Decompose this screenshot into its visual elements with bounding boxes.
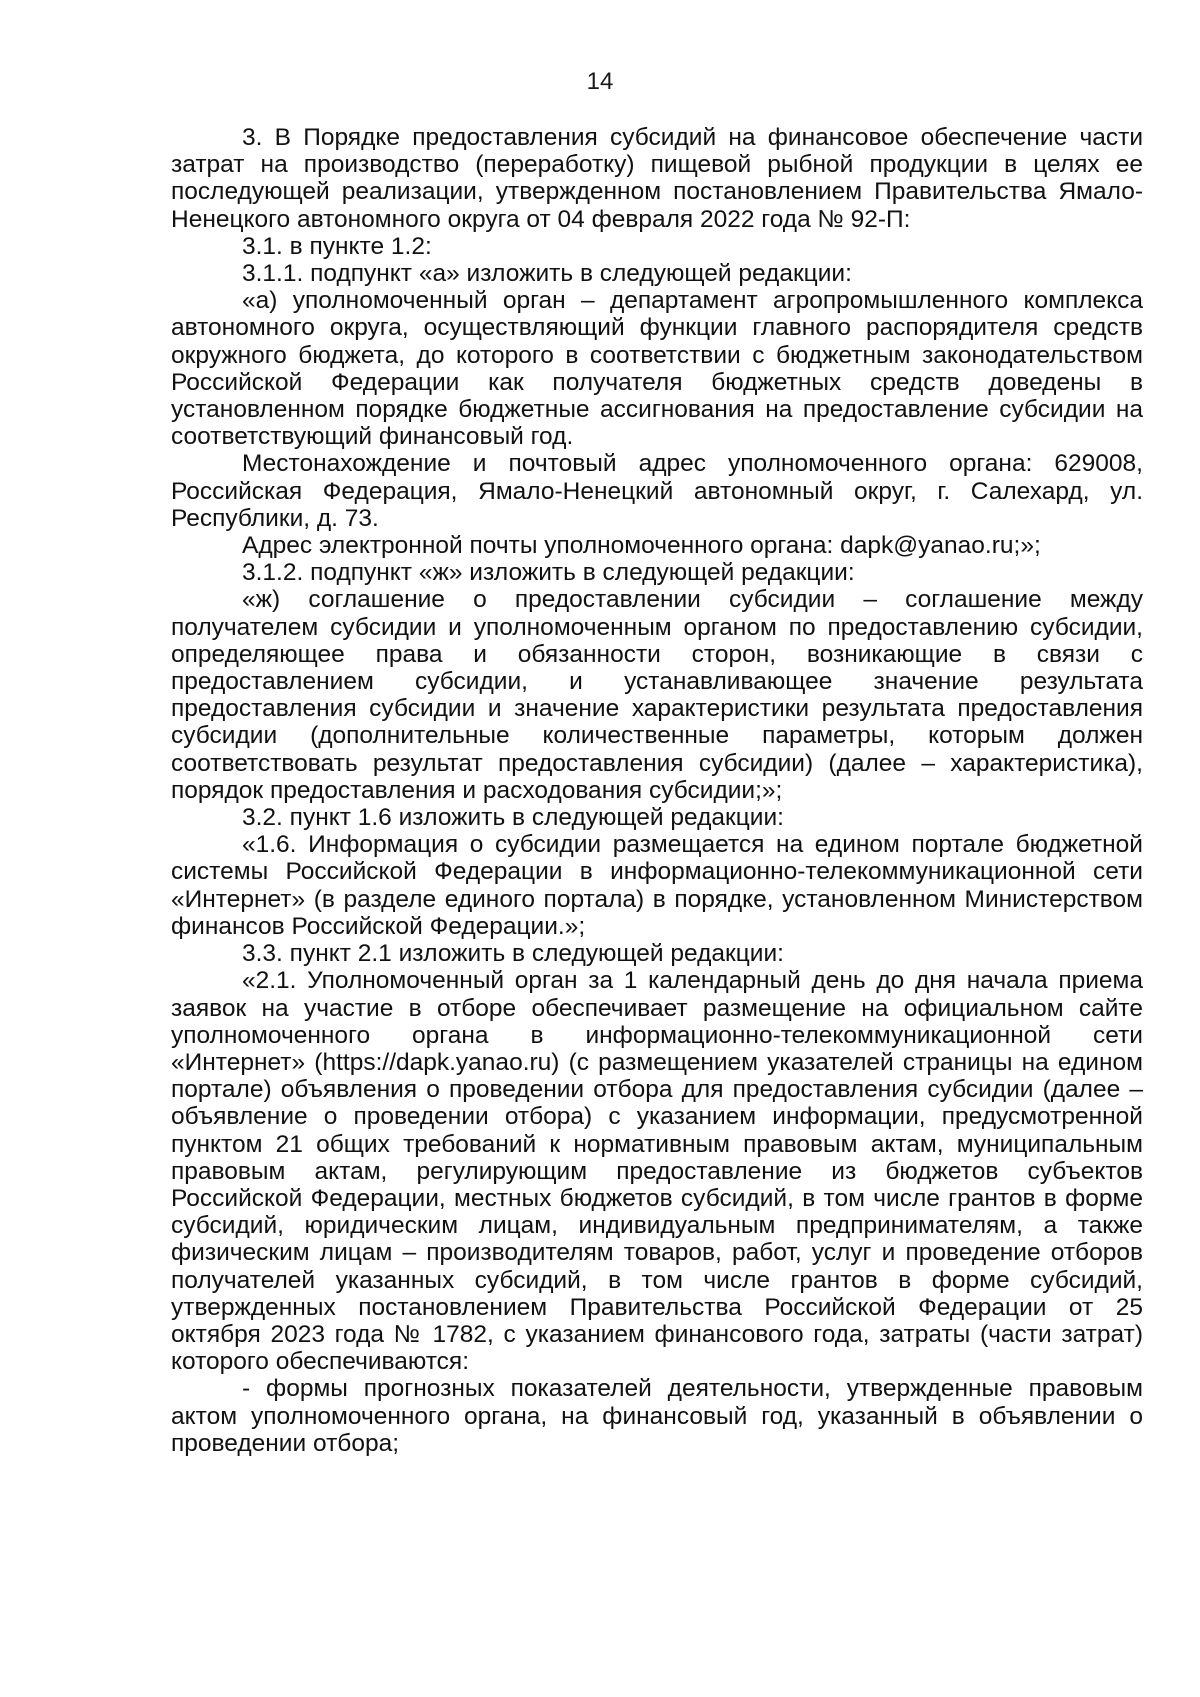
page-number: 14 xyxy=(586,68,614,95)
paragraph: 3.2. пункт 1.6 изложить в следующей редакции: xyxy=(242,804,784,832)
paragraph: 3.1.1. подпункт «а» изложить в следующей редакции: xyxy=(242,260,852,288)
paragraph: 3.3. пункт 2.1 изложить в следующей редакции: xyxy=(242,940,784,968)
paragraph: «1.6. Информация о субсидии размещается на едином портале бюджетной системы Российской Федерации в информационно-телекоммуникационной сети «Интернет» (в разделе единого портала) в порядке, установленном Министерством финансов Российской Федерации.»; xyxy=(171,831,1143,940)
paragraph: «2.1. Уполномоченный орган за 1 календарный день до дня начала приема заявок на участие в отборе обеспечивает размещение на официальном сайте уполномоченного органа в информационно-телекоммуникационной сети «Интернет» (https://dapk.yanao.ru) (с размещением указателей страницы на едином портале) объявления о проведении отбора для предоставления субсидии (далее – объявление о проведении отбора) с указанием информации, предусмотренной пунктом 21 общих требований к нормативным правовым актам, муниципальным правовым актам, регулирующим предоставление из бюджетов субъектов Российской Федерации, местных бюджетов субсидий, в том числе грантов в форме субсидий, юридическим лицам, индивидуальным предпринимателям, а также физическим лицам – производителям товаров, работ, услуг и проведение отборов получателей указанных субсидий, в том числе грантов в форме субсидий, утвержденных постановлением Правительства Российской Федерации от 25 октября 2023 года № 1782, с указанием финансового года, затраты (части затрат) которого обеспечиваются: xyxy=(171,967,1143,1376)
paragraph: Местонахождение и почтовый адрес уполномоченного органа: 629008, Российская Федерация, Ямало-Ненецкий автономный округ, г. Салехард, ул. Республики, д. 73. xyxy=(171,450,1143,532)
paragraph: 3. В Порядке предоставления субсидий на финансовое обеспечение части затрат на производство (переработку) пищевой рыбной продукции в целях ее последующей реализации, утвержденном постановлением Правительства Ямало-Ненецкого автономного округа от 04 февраля 2022 года № 92-П: xyxy=(171,124,1143,233)
paragraph: «а) уполномоченный орган – департамент агропромышленного комплекса автономного округа, осуществляющий функции главного распорядителя средств окружного бюджета, до которого в соответствии с бюджетным законодательством Российской Федерации как получателя бюджетных средств доведены в установленном порядке бюджетные ассигнования на предоставление субсидии на соответствующий финансовый год. xyxy=(171,287,1143,451)
paragraph: Адрес электронной почты уполномоченного органа: dapk@yanao.ru;»; xyxy=(242,532,1041,560)
paragraph: 3.1.2. подпункт «ж» изложить в следующей редакции: xyxy=(242,559,855,587)
paragraph: «ж) соглашение о предоставлении субсидии – соглашение между получателем субсидии и уполномоченным органом по предоставлению субсидии, определяющее права и обязанности сторон, возникающие в связи с предоставлением субсидии, и устанавливающее значение результата предоставления субсидии и значение характеристики результата предоставления субсидии (дополнительные количественные параметры, которым должен соответствовать результат предоставления субсидии) (далее – характеристика), порядок предоставления и расходования субсидии;»; xyxy=(171,586,1143,804)
paragraph: - формы прогнозных показателей деятельности, утвержденные правовым актом уполномоченного органа, на финансовый год, указанный в объявлении о проведении отбора; xyxy=(171,1375,1143,1457)
paragraph: 3.1. в пункте 1.2: xyxy=(242,232,432,260)
document-body xyxy=(171,124,1143,1457)
